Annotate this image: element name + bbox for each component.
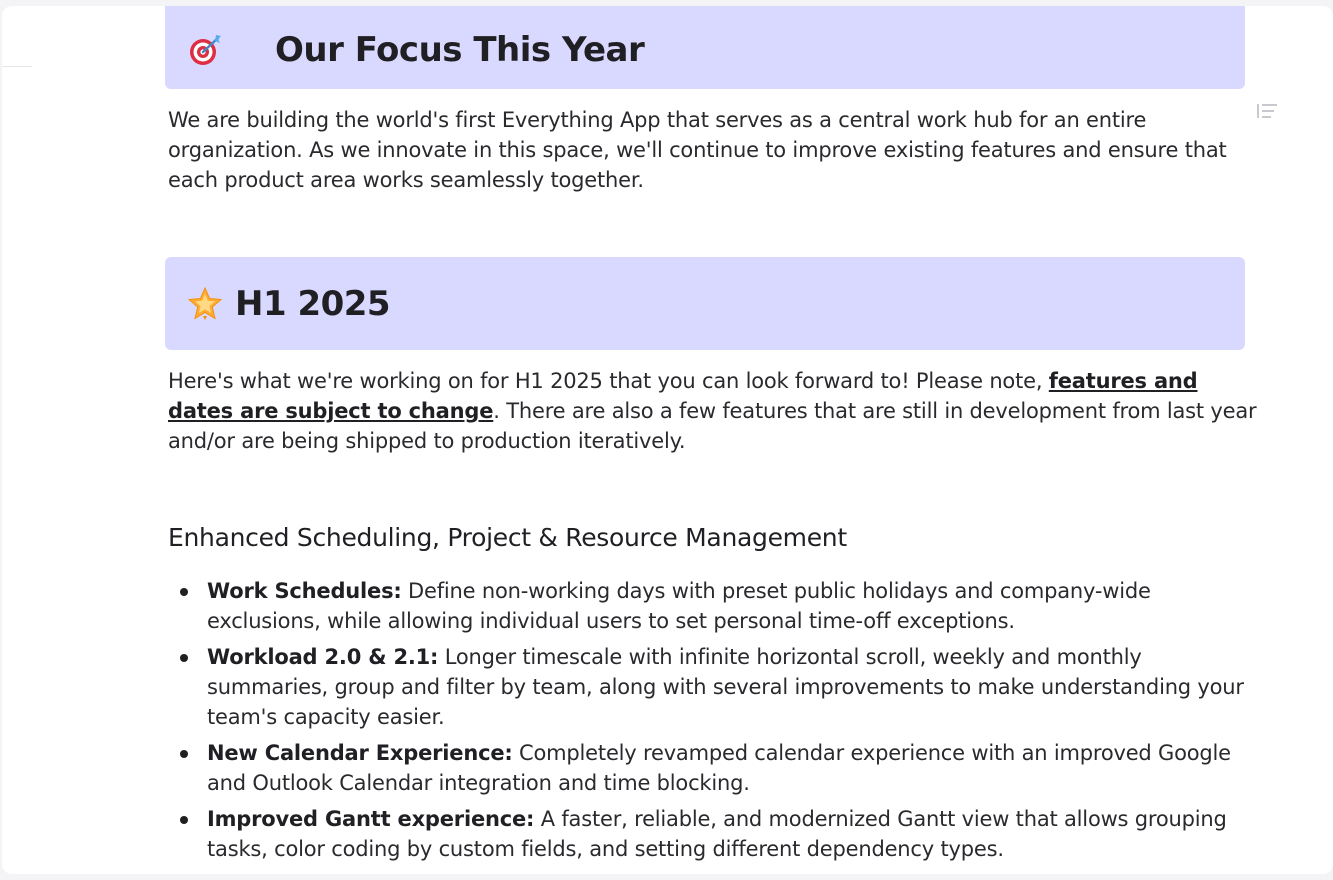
table-of-contents-icon[interactable] [1256,102,1278,120]
h1-2025-title: H1 2025 [235,283,391,324]
h1-intro-text-after: . There are also a few features that are still in development from last year and/or are being shipped to production iteratively. [168,399,1257,453]
bullet-icon [180,816,188,824]
focus-banner [165,6,1245,89]
h1-2025-banner [165,257,1245,350]
focus-paragraph: We are building the world's first Everything App that serves as a central work hub for an entire organization. As we innovate in this space, we'll continue to improve existing features and ensure that each product area works seamlessly together. [168,108,1227,192]
glowing-star-icon [187,286,223,322]
h1-intro-text-before: Here's what we're working on for H1 2025 that you can look forward to! Please note, [168,369,1049,393]
focus-title: Our Focus This Year [275,29,645,70]
list-item [168,738,1258,798]
list-item [168,804,1258,864]
h1-intro-paragraph [168,366,1258,456]
sidebar-edge-divider [2,66,32,67]
list-item-text: Longer timescale with infinite horizontal scroll, weekly and monthly summaries, group and filter by team, along with several improvements to make understanding your team's capacity easier. [207,645,1244,729]
list-item [168,576,1258,636]
list-item-text: Completely revamped calendar experience with an improved Google and Outlook Calendar integration and time blocking. [207,741,1231,795]
document-page [2,6,1333,874]
list-item-text: Define non-working days with preset public holidays and company-wide exclusions, while allowing individual users to set personal time-off exceptions. [207,579,1151,633]
dart-target-icon [187,32,223,68]
feature-list [168,576,1258,870]
list-item-text: A faster, reliable, and modernized Gantt view that allows grouping tasks, color coding by custom fields, and setting different dependency types. [207,807,1227,861]
subject-to-change-link[interactable]: features and dates are subject to change [168,369,1198,423]
list-item-title: New Calendar Experience: [207,741,513,765]
bullet-icon [180,750,188,758]
bullet-icon [180,588,188,596]
list-item-title: Improved Gantt experience: [207,807,535,831]
list-item-title: Workload 2.0 & 2.1: [207,645,439,669]
list-item-title: Work Schedules: [207,579,402,603]
list-item [168,642,1258,732]
bullet-icon [180,654,188,662]
section-heading: Enhanced Scheduling, Project & Resource Management [168,523,847,552]
